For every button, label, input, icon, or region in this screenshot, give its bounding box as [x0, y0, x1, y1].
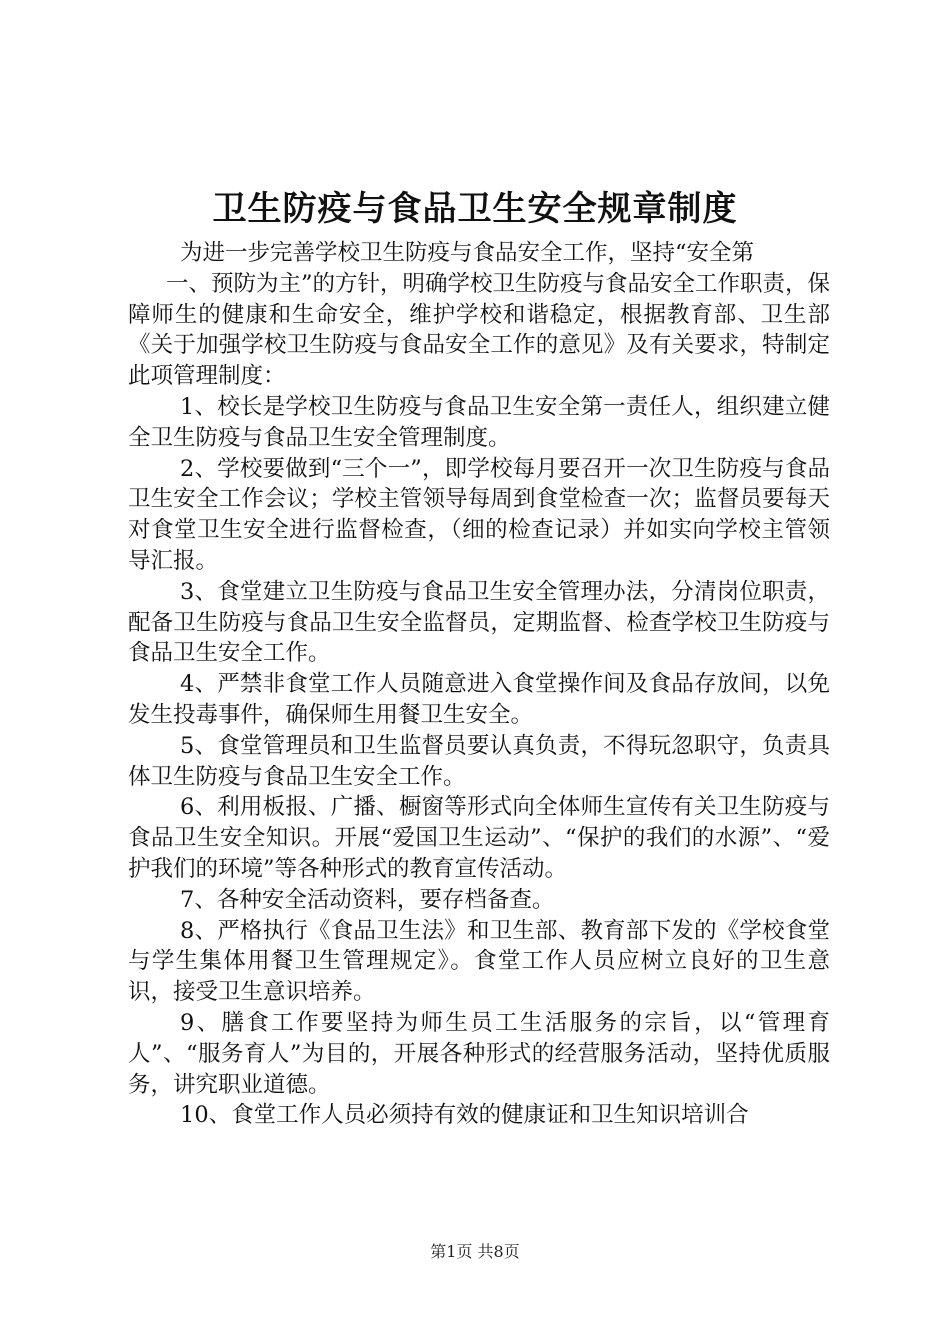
paragraph-item-9: 9、膳食工作要坚持为师生员工生活服务的宗旨，以“管理育人”、“服务育人”为目的，开展各种形式的经营服务活动，坚持优质服务，讲究职业道德。: [128, 1009, 830, 1098]
paragraph-item-5: 5、食堂管理员和卫生监督员要认真负责，不得玩忽职守，负责具体卫生防疫与食品卫生安全工作。: [128, 732, 830, 790]
paragraph-item-6: 6、利用板报、广播、橱窗等形式向全体师生宣传有关卫生防疫与食品卫生安全知识。开展“爱国卫生运动”、“保护的我们的水源”、“爱护我们的环境”等各种形式的教育宣传活动。: [128, 794, 830, 882]
paragraph-item-3: 3、食堂建立卫生防疫与食品卫生安全管理办法，分清岗位职责，配备卫生防疫与食品卫生安全监督员，定期监督、检查学校卫生防疫与食品卫生安全工作。: [128, 578, 830, 667]
paragraph-item-2: 2、学校要做到“三个一”，即学校每月要召开一次卫生防疫与食品卫生安全工作会议；学校主管领导每周到食堂检查一次；监督员要每天对食堂卫生安全进行监督检查，（细的检查记录）并如实向学校主管领导汇报。: [128, 455, 830, 574]
paragraph-intro: 为进一步完善学校卫生防疫与食品安全工作，坚持“安全第: [180, 240, 755, 266]
paragraph-item-1: 1、校长是学校卫生防疫与食品卫生安全第一责任人，组织建立健全卫生防疫与食品卫生安全管理制度。: [128, 393, 830, 451]
paragraph-item-4: 4、严禁非食堂工作人员随意进入食堂操作间及食品存放间，以免发生投毒事件，确保师生用餐卫生安全。: [128, 671, 830, 728]
paragraph-item-10: 10、食堂工作人员必须持有效的健康证和卫生知识培训合: [180, 1102, 749, 1129]
document-body: [128, 238, 830, 1131]
document-title: 卫生防疫与食品卫生安全规章制度: [212, 189, 738, 229]
paragraph-principle: 一、预防为主”的方针，明确学校卫生防疫与食品安全工作职责，保障师生的健康和生命安全，维护学校和谐稳定，根据教育部、卫生部《关于加强学校卫生防疫与食品安全工作的意见》及有关要求，特制定此项管理制度：: [128, 270, 831, 390]
paragraph-item-8: 8、严格执行《食品卫生法》和卫生部、教育部下发的《学校食堂与学生集体用餐卫生管理规定》。食堂工作人员应树立良好的卫生意识，接受卫生意识培养。: [128, 917, 830, 1006]
page-number-footer: 第1页 共8页: [430, 1242, 520, 1261]
paragraph-item-7: 7、各种安全活动资料，要存档备查。: [180, 886, 555, 913]
